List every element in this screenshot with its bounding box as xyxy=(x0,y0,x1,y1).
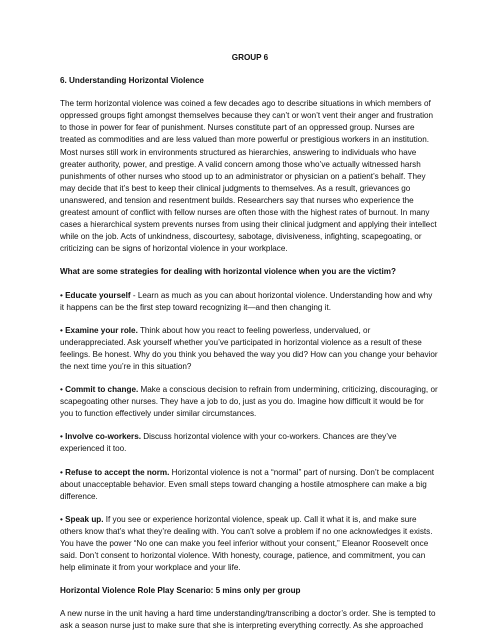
strategy-item-educate xyxy=(60,290,438,314)
strategy-label: Speak up. xyxy=(65,514,104,524)
strategy-text: Make a conscious decision to refrain from undermining, criticizing, discouraging, or scapegoating other nurses. They have a job to do, just as you do. Imagine how difficult it would be for you to function effectively under similar circumstances. xyxy=(60,385,438,419)
group-title: GROUP 6 xyxy=(231,53,269,62)
strategy-text: If you see or experience horizontal violence, speak up. Call it what it is, and make sure others know that’s what they’re dealing with. You can’t solve a problem if no one acknowledges it exists. You have the power “No one can make you feel inferior without your consent,” Eleanor Roosevelt once said. Don’t consent to horizontal violence. With honesty, courage, patience, and commitment, you can help eliminate it from your workplace and your life. xyxy=(60,514,433,573)
strategy-text: Think about how you react to feeling powerless, undervalued, or underappreciated. Ask yourself whether you’ve participated in horizontal violence as a result of these feelings. Be honest. Why do you think you behaved the way you did? How can you change your behavior the next time you’re in this situation? xyxy=(60,325,438,371)
strategy-label: Refuse to accept the norm. xyxy=(65,467,170,477)
bullet-marker: • xyxy=(60,432,63,442)
bullet-marker: • xyxy=(60,325,63,335)
strategy-item-involve xyxy=(60,431,438,455)
document-page xyxy=(60,52,438,644)
bullet-marker: • xyxy=(60,385,63,395)
strategy-item-refuse-norm xyxy=(60,467,438,503)
strategy-label: Educate yourself xyxy=(65,290,131,300)
strategy-label: Examine your role. xyxy=(65,325,138,335)
role-play-paragraph: A new nurse in the unit having a hard time understanding/transcribing a doctor’s order. She is tempted to ask a season nurse just to make sure that she is interpreting everything correctly. As she approached xyxy=(60,609,436,631)
bullet-marker: • xyxy=(60,514,63,524)
bullet-marker: • xyxy=(60,467,63,477)
strategy-item-examine-role xyxy=(60,325,438,373)
strategy-text: Horizontal violence is not a “normal” part of nursing. Don’t be complacent about unacceptable behavior. Even small steps toward changing a hostile atmosphere can make a big difference. xyxy=(60,467,435,501)
strategies-question: What are some strategies for dealing with horizontal violence when you are the victim? xyxy=(60,267,396,277)
strategy-item-speak-up xyxy=(60,514,438,574)
strategy-label: Involve co-workers. xyxy=(65,432,141,442)
bullet-marker: • xyxy=(60,290,63,300)
intro-paragraph: The term horizontal violence was coined a few decades ago to describe situations in which members of oppressed groups fight amongst themselves because they can’t or won’t vent their anger and frustration to those in power for fear of punishment. Nurses constitute part of an oppressed group. Nurses are treated as commodities and are less valued than more powerful or prestigious workers in an institution. Most nurses still work in environments structured as hierarchies, answering to individuals who have greater authority, power, and prestige. A valid concern among those who’ve actually witnessed harsh punishments of other nurses who stood up to an administrator or physician on a patient’s behalf. They may decide that it’s best to keep their clinical judgments to themselves. As a result, grievances go unanswered, and tension and resentment builds. Researchers say that nurses who experience the greatest amount of conflict with fellow nurses are often those with the highest rates of burnout. In many cases a hierarchical system prevents nurses from using their clinical judgment and applying their intellect while on the job. Acts of unkindness, discourtesy, sabotage, divisiveness, infighting, scapegoating, or criticizing can be signs of horizontal violence in your workplace. xyxy=(60,99,437,254)
strategy-item-commit xyxy=(60,384,438,420)
strategy-text: Discuss horizontal violence with your co-workers. Chances are they’ve experienced it too. xyxy=(60,432,397,454)
section-heading: 6. Understanding Horizontal Violence xyxy=(60,76,204,86)
strategy-label: Commit to change. xyxy=(65,385,139,395)
role-play-heading: Horizontal Violence Role Play Scenario: 5 mins only per group xyxy=(60,586,301,596)
strategy-text: - Learn as much as you can about horizontal violence. Understanding how and why it happens can be the first step toward recognizing it—and then changing it. xyxy=(60,290,433,312)
